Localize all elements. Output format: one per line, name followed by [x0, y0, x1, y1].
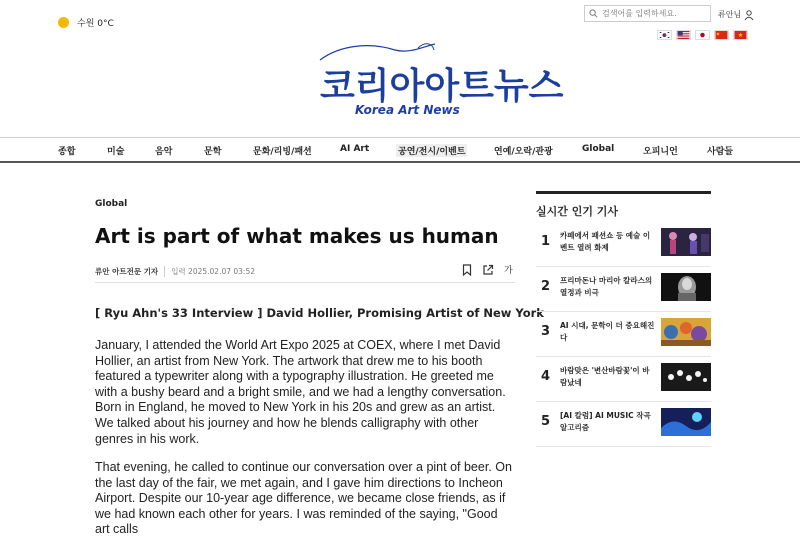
article-paragraph-1: January, I attended the World Art Expo 2025 at COEX, where I met David Hollier, an artist from New York. The artwork that drew me to his booth featured a typewriter along with a typography illustration. He greeted me with a bushy beard and a bright smile, and we had a lengthy conversation. Born in England, he moved to New York in his 20s and grew as an artist. We talked about his journey and how he blends calligraphy with other genres in his work.	[95, 338, 506, 446]
nav-item-opinion[interactable]: 오피니언	[643, 147, 678, 157]
search-box[interactable]	[584, 5, 711, 22]
user-menu[interactable]	[718, 9, 754, 20]
article-byline	[95, 266, 255, 277]
popular-article-title[interactable]: 프리마돈나 마리아 칼라스의 열정과 비극	[560, 276, 653, 297]
vn-flag-icon[interactable]	[733, 30, 748, 40]
sidebar-rule	[536, 191, 711, 194]
search-icon[interactable]	[589, 9, 598, 18]
jp-flag-icon[interactable]	[695, 30, 710, 40]
bookmark-icon[interactable]	[462, 264, 472, 276]
user-label[interactable]: 류안님	[718, 10, 742, 19]
us-flag-icon[interactable]	[676, 30, 691, 40]
nav-item-people[interactable]: 사람들	[707, 147, 734, 157]
byline-divider	[95, 282, 515, 283]
article-subhead: [ Ryu Ahn's 33 Interview ] David Hollier, Promising Artist of New York	[95, 306, 544, 320]
nav-item-entertainment[interactable]: 연예/오락/관광	[494, 147, 553, 157]
popular-article-rank: 4	[541, 369, 551, 384]
site-logo[interactable]	[300, 40, 564, 118]
popular-article-item[interactable]	[536, 357, 711, 402]
popular-article-rank: 3	[541, 324, 551, 339]
sun-icon	[58, 17, 69, 28]
popular-article-rank: 5	[541, 414, 551, 429]
font-size-button[interactable]: 가	[504, 266, 513, 276]
popular-article-thumbnail[interactable]	[661, 408, 711, 436]
popular-article-thumbnail[interactable]	[661, 363, 711, 391]
nav-item-literature[interactable]: 문학	[204, 147, 222, 157]
popular-article-title[interactable]: 카페에서 패션쇼 등 예술 이벤트 열려 화제	[560, 231, 651, 252]
popular-article-title[interactable]: [AI 칼럼] AI MUSIC 작곡 알고리즘	[560, 411, 651, 432]
popular-article-item[interactable]	[536, 402, 711, 447]
language-flags	[657, 30, 748, 40]
nav-item-art[interactable]: 미술	[107, 147, 125, 157]
weather-text: 수원 0°C	[77, 19, 114, 29]
logo-korean-text: 코리아아트뉴스	[320, 65, 564, 107]
main-nav	[0, 137, 800, 163]
user-icon[interactable]	[744, 10, 754, 20]
popular-article-item[interactable]	[536, 312, 711, 357]
sidebar-title: 실시간 인기 기사	[536, 205, 619, 218]
article-tools	[462, 263, 513, 276]
nav-item-music[interactable]: 음악	[155, 147, 173, 157]
article-paragraph-2: That evening, he called to continue our conversation over a pint of beer. On the last day of the fair, we met again, and I gave him directions to Incheon Airport. Despite our 10-year age difference, we became close friends, as if we had known each other for years. I was reminded of the saying, "Good art calls	[95, 460, 512, 537]
nav-item-general[interactable]: 종합	[58, 147, 76, 157]
popular-article-thumbnail[interactable]	[661, 228, 711, 256]
cn-flag-icon[interactable]	[714, 30, 729, 40]
nav-item-global[interactable]: Global	[582, 144, 615, 154]
popular-article-item[interactable]	[536, 222, 711, 267]
weather-widget	[58, 16, 114, 29]
article-author[interactable]: 류안 아트전문 기자	[95, 267, 159, 276]
popular-article-thumbnail[interactable]	[661, 318, 711, 346]
popular-article-title[interactable]: 바람맞은 '변산바람꽃'이 바람났네	[560, 366, 650, 387]
kr-flag-icon[interactable]	[657, 30, 672, 40]
logo-image[interactable]	[300, 40, 564, 118]
article-date: 입력 2025.02.07 03:52	[164, 266, 255, 277]
logo-english-text: Korea Art News	[355, 103, 460, 117]
nav-item-performance[interactable]: 공연/전시/이벤트	[396, 144, 467, 157]
popular-article-item[interactable]	[536, 267, 711, 312]
popular-article-thumbnail[interactable]	[661, 273, 711, 301]
search-input[interactable]	[602, 9, 702, 18]
nav-item-ai-art[interactable]: AI Art	[340, 144, 370, 154]
nav-item-culture[interactable]: 문화/리빙/패션	[253, 147, 312, 157]
popular-article-rank: 1	[541, 234, 551, 249]
popular-article-rank: 2	[541, 279, 551, 294]
article-category[interactable]: Global	[95, 199, 128, 209]
share-icon[interactable]	[482, 264, 494, 276]
article-headline: Art is part of what makes us human	[95, 224, 499, 248]
popular-article-title[interactable]: AI 시대, 문학이 더 중요해진다	[560, 321, 655, 342]
